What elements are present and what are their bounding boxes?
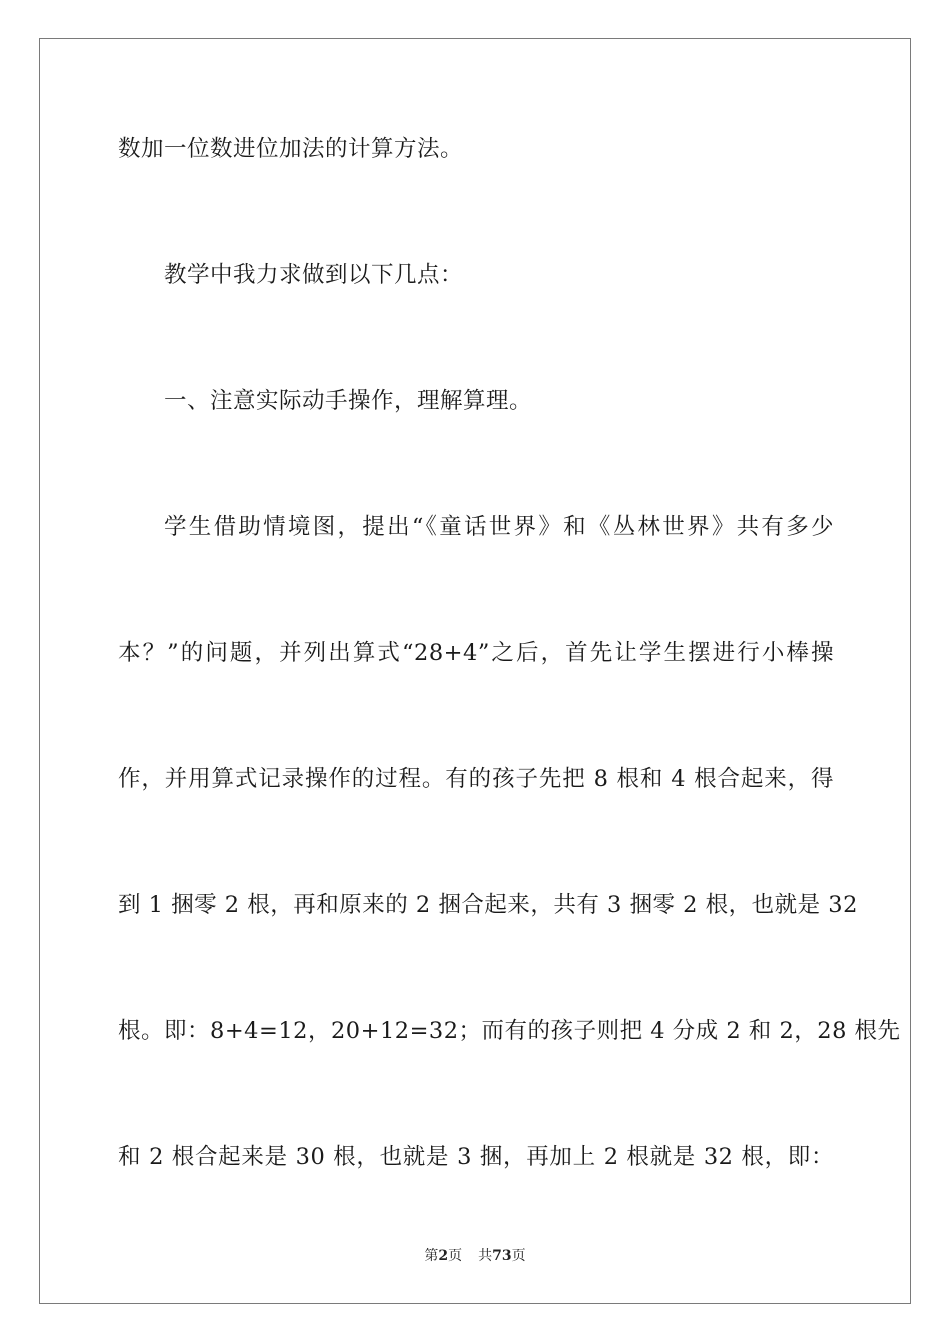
footer-total-prefix: 共 (478, 1248, 493, 1264)
footer-total-suffix: 页 (511, 1248, 526, 1264)
footer-page-prefix: 第 (424, 1248, 439, 1264)
footer-page-suffix: 页 (448, 1248, 463, 1264)
footer-total-pages: 73 (492, 1248, 512, 1264)
paragraph-line: 教学中我力求做到以下几点： (164, 262, 464, 288)
paragraph-line: 和 2 根合起来是 30 根，也就是 3 捆，再加上 2 根就是 32 根，即： (118, 1144, 834, 1170)
page-footer (0, 1246, 950, 1266)
paragraph-line: 根。即：8+4=12，20+12=32；而有的孩子则把 4 分成 2 和 2，28 根先 (118, 1018, 901, 1044)
paragraph-line: 学生借助情境图，提出“《童话世界》和《丛林世界》共有多少 (164, 514, 834, 540)
paragraph-line: 数加一位数进位加法的计算方法。 (118, 136, 464, 162)
paragraph-line: 一、注意实际动手操作，理解算理。 (164, 388, 533, 414)
page-border (39, 38, 911, 1304)
paragraph-line: 到 1 捆零 2 根，再和原来的 2 捆合起来，共有 3 捆零 2 根，也就是 32 (118, 892, 858, 918)
paragraph-line: 本？”的问题，并列出算式“28+4”之后，首先让学生摆进行小棒操 (118, 640, 834, 666)
paragraph-line: 作，并用算式记录操作的过程。有的孩子先把 8 根和 4 根合起来，得 (118, 766, 834, 792)
footer-page-number: 2 (438, 1248, 449, 1264)
